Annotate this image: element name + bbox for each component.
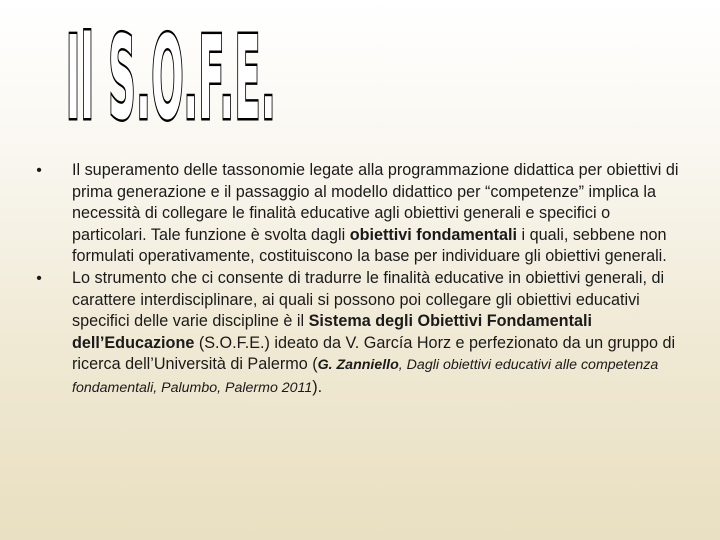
bullet-item-1: [32, 160, 682, 268]
bullet-1-bold: obiettivi fondamentali: [349, 225, 518, 244]
bullet-dot-icon: •: [36, 162, 42, 179]
bullet-item-2: [32, 268, 682, 400]
bullet-1-text-a: Il superamento delle tassonomie legate alla programmazione didattica per obiettivi di prima generazione e il passaggio al modello didattico per “competenze” implica la necessità di collegare le finalità educative agli obiettivi generali e specifici o particolari. Tale funzione è svolta dagli: [72, 161, 679, 244]
bullet-2-bold: Sistema degli Obiettivi Fondamentali dell’Educazione: [72, 312, 592, 352]
bullet-2-text-a: Lo strumento che ci consente di tradurre le finalità educative in obiettivi generali, di carattere interdisciplinare, ai quali si possono poi collegare gli obiettivi educativi specifici delle varie discipline è il: [72, 268, 665, 331]
slide-title: [62, 12, 278, 147]
bullet-list: [32, 160, 682, 400]
bullet-2-text-b: (S.O.F.E.) ideato da V. García Horz e perfezionato da un gruppo di ricerca dell’Università di Palermo (: [72, 333, 676, 374]
title-text: Il S.O.F.E.: [66, 12, 277, 147]
bullet-dot-icon: •: [36, 269, 42, 287]
title-wordart: [62, 12, 278, 147]
citation-author: G. Zanniello: [317, 357, 399, 374]
slide-body: [32, 160, 682, 400]
citation-text: , Dagli obiettivi educativi alle competenza fondamentali, Palumbo, Palermo 2011: [72, 357, 659, 396]
bullet-1-text-b: i quali, sebbene non formulati operativamente, costituiscono la base per individuare gli obiettivi generali.: [72, 225, 667, 266]
bullet-2-text-c: ).: [312, 377, 323, 396]
